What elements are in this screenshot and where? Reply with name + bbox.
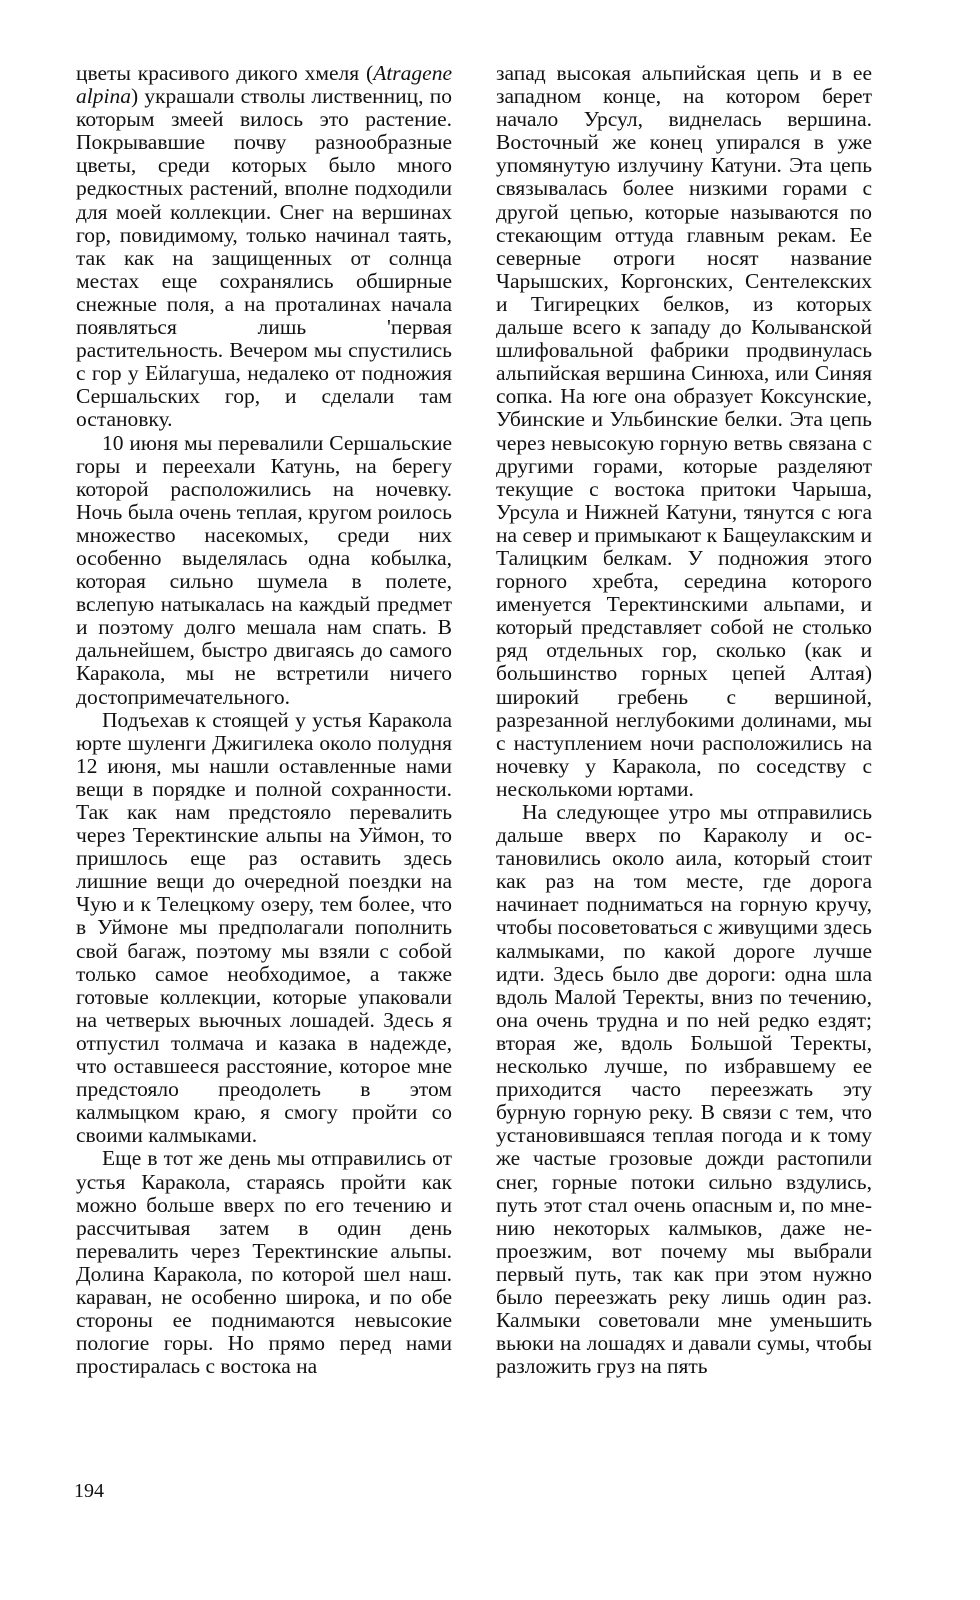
page-number: 194 (74, 1480, 104, 1502)
paragraph-1-before: цветы красивого дикого хмеля ( (76, 61, 374, 85)
paragraph-6: На следующее утро мы отправились дальше вверх по Караколу и остановились около аила, который стоит как раз на том месте, где дорога начинает подниматься на горную кручу, чтобы посоветоваться с живущими здесь калмыками, по какой дороге лучше идти. Здесь было две дороги: одна шла вдоль Малой Теректы, вниз по течению, она очень трудна и по ней редко ездят; вторая же, вдоль Большой Теректы, несколько лучше, по избравшему ее приходится часто переезжать эту бурную горную реку. В связи с тем, что установившаяся теплая погода и к тому же частые грозовые дожди растопили снег, горные потоки сильно вздулись, путь этот стал очень опасным и, по мнению некоторых калмыков, даже непроезжим, вот почему мы выбрали первый путь, так как при этом нужно было переезжать реку лишь один раз. Калмыки советовали мне уменьшить вьюки на лошадях и давали сумы, чтобы разложить груз на пять (496, 800, 872, 1379)
right-text-column (496, 62, 872, 1378)
latin-plant-name: Atragene alpina (76, 61, 452, 109)
paragraph-1 (76, 62, 452, 432)
paragraph-5: запад высокая альпийская цепь и в ее западном конце, на котором берет начало Урсул, виднелась вершина. Восточный же конец упирался в уже упомянутую излучину Катуни. Эта цепь связывалась более низкими горами с другой цепью, которые называются по стекающим оттуда главным рекам. Ее северные отроги носят название Чарышских, Коргонских, Сентелекских и Тигирецких белков, из которых дальше всего к западу до Колыванской шлифовальной фабрики продвинулась альпийская вершина Синюха, или Синяя сопка. На юге она образует Коксунские, Убинские и Ульбинские белки. Эта цепь через невысокую горную ветвь связана с другими горами, которые разделяют текущие с востока притоки Чарыша, Урсула и Нижней Катуни, тянутся с юга на север и примыкают к Бащеулакским и Талицким белкам. У подножия этого горного хребта, середина которого именуется Теректинскими альпами, и который представляет собой не столько ряд отдельных гор, сколько (как и большинство горных цепей Алтая) широкий гребень с вершиной, разрезанной неглубокими долинами, мы с наступлением ночи расположились на ночевку у Каракола, по соседству с несколькоми юртами. (496, 61, 872, 801)
paragraph-1-after: ) украшали стволы лиственниц, по которым змеей вилось это растение. Покрывавшие почву разнообразные цветы, среди которых было много редкостных растений, вполне подходили для моей коллекции. Снег на вершинах гор, повидимому, только начинал таять, так как на защищенных от солнца местах еще сохранялись обширные снежные поля, а на проталинах начала появляться лишь 'первая растительность. Вечером мы спустились с гор у Ейлагуша, недалеко от подножия Сершальских гор, и сделали там остановку. (76, 84, 452, 432)
paragraph-3: Подъехав к стоящей у устья Каракола юрте шуленги Джигилека около полудня 12 июня, мы нашли оставленные нами вещи в порядке и полной сохранности. Так как нам предстояло перевалить через Теректинские альпы на Уймон, то пришлось еще раз оставить здесь лишние вещи до очередной поездки на Чую и к Телецкому озеру, тем более, что в Уймоне мы предполагали пополнить свой багаж, поэтому мы взяли с собой только самое необходимое, а также готовые коллекции, которые упаковали на четверых вьючных лошадей. Здесь я отпустил толмача и казака в надежде, что оставшееся расстояние, которое мне предстояло преодолеть в этом калмыцком краю, я смогу пройти со своими калмыками. (76, 707, 452, 1148)
paragraph-4: Еще в тот же день мы отправились от устья Каракола, стараясь пройти как можно больше вверх по его течению и рассчитывая затем в один день перевалить через Теректинские альпы. Долина Каракола, по которой шел наш. караван, не особенно широка, и по обе стороны ее поднимаются невысокие пологие горы. Но прямо перед нами простиралась с востока на (76, 1146, 452, 1379)
paragraph-2: 10 июня мы перевалили Сершальские горы и переехали Катунь, на берегу которой расположились на ночевку. Ночь была очень теплая, кругом роилось множество насекомых, среди них особенно выделялась одна кобылка, которая сильно шумела в полете, вслепую натыкалась на каждый предмет и поэтому долго мешала нам спать. В дальнейшем, быстро двигаясь до самого Каракола, мы не встретили ничего достопримечательного. (76, 430, 452, 709)
left-text-column (76, 62, 452, 1378)
